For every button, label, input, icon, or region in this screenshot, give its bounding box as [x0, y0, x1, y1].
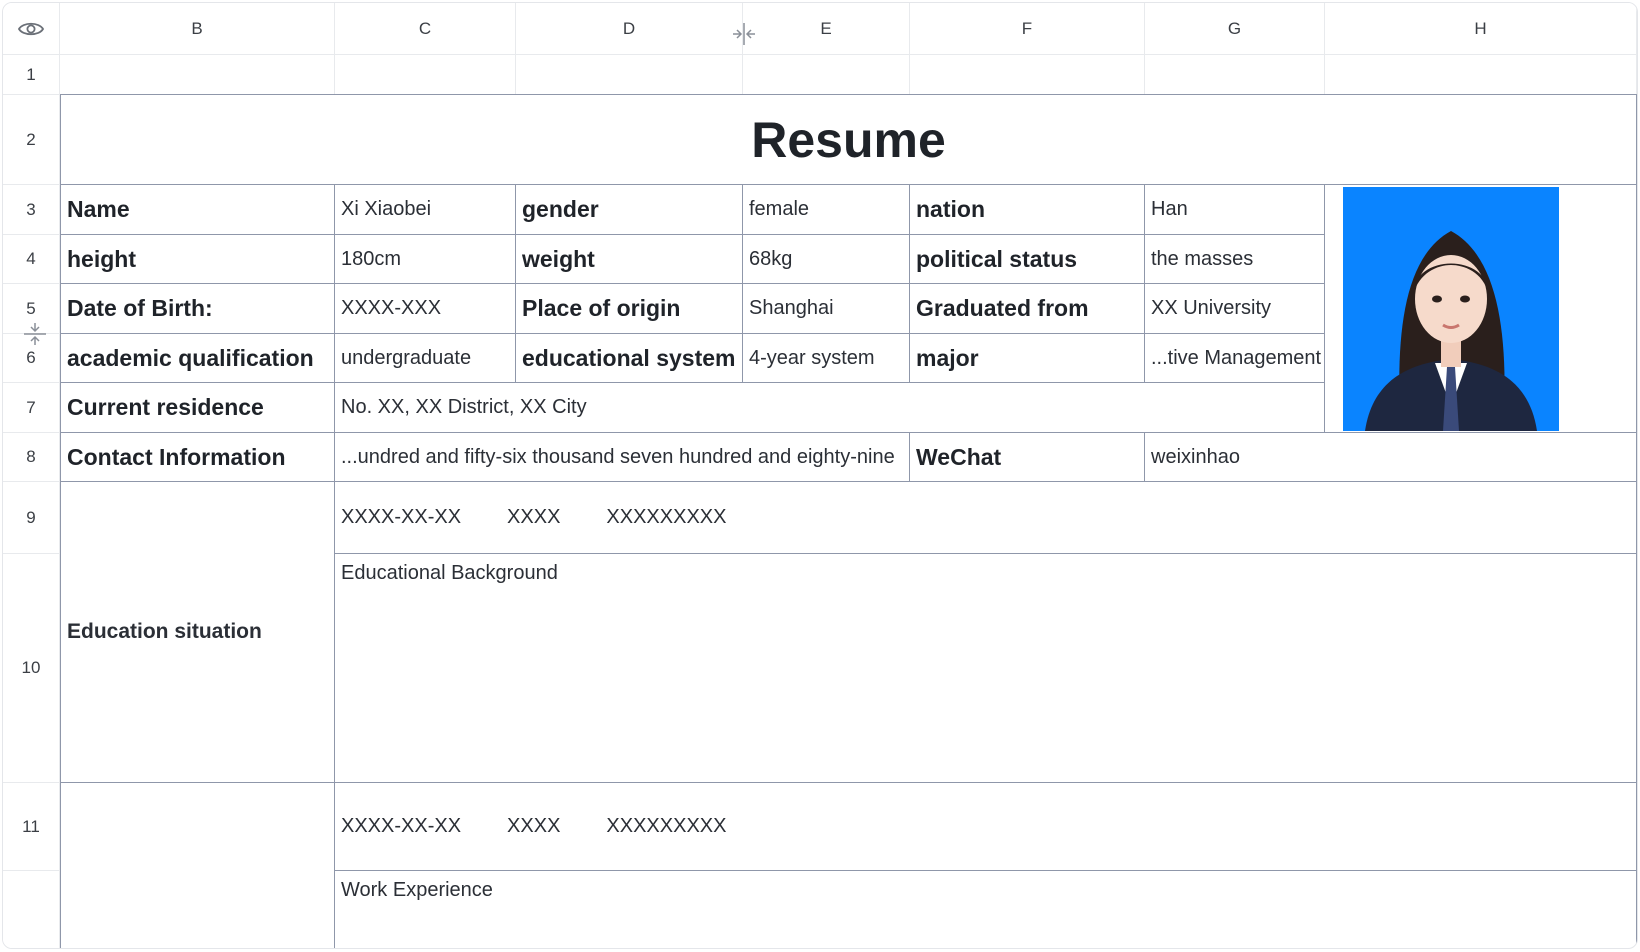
row-header-12[interactable]: [3, 871, 60, 949]
cell-b1[interactable]: [60, 55, 335, 95]
label-gender[interactable]: gender: [516, 185, 743, 235]
value-place-of-origin[interactable]: Shanghai: [743, 284, 910, 334]
label-academic-qualification[interactable]: academic qualification: [61, 334, 335, 383]
label-weight[interactable]: weight: [516, 235, 743, 284]
label-graduated-from[interactable]: Graduated from: [910, 284, 1145, 334]
work-detail: XXXXXXXXX: [606, 815, 727, 837]
label-education-situation[interactable]: [61, 482, 335, 783]
cell-g1[interactable]: [1145, 55, 1325, 95]
value-current-residence[interactable]: No. XX, XX District, XX City: [335, 383, 1325, 433]
cell-c1[interactable]: [335, 55, 516, 95]
column-resize-icon[interactable]: [731, 22, 757, 46]
row-resize-icon[interactable]: [23, 321, 47, 347]
work-entry[interactable]: [335, 783, 1637, 871]
label-date-of-birth[interactable]: Date of Birth:: [61, 284, 335, 334]
corner-visibility-toggle[interactable]: [3, 3, 60, 55]
educational-background[interactable]: Educational Background: [335, 554, 1637, 783]
cell-f1[interactable]: [910, 55, 1145, 95]
label-nation[interactable]: nation: [910, 185, 1145, 235]
work-company: XXXX: [507, 815, 561, 837]
portrait-photo: [1343, 187, 1559, 431]
value-graduated-from[interactable]: XX University: [1145, 284, 1325, 334]
label-major[interactable]: major: [910, 334, 1145, 383]
education-situation-text: Education situation: [67, 620, 262, 643]
portrait-illustration: [1343, 187, 1559, 431]
value-contact-information[interactable]: ...undred and fifty-six thousand seven hundred and eighty-nine: [335, 433, 910, 482]
row-header-3[interactable]: 3: [3, 185, 60, 235]
value-name[interactable]: Xi Xiaobei: [335, 185, 516, 235]
cell-h1[interactable]: [1325, 55, 1637, 95]
cell-e1[interactable]: [743, 55, 910, 95]
row-header-10[interactable]: 10: [3, 554, 60, 783]
row-header-9[interactable]: 9: [3, 482, 60, 554]
work-date: XXXX-XX-XX: [341, 815, 462, 837]
eye-icon: [18, 20, 44, 38]
row-header-5[interactable]: 5: [3, 284, 60, 334]
value-height[interactable]: 180cm: [335, 235, 516, 284]
column-header-f[interactable]: F: [910, 3, 1145, 55]
row-header-2[interactable]: 2: [3, 95, 60, 185]
label-current-residence[interactable]: Current residence: [61, 383, 335, 433]
value-educational-system[interactable]: 4-year system: [743, 334, 910, 383]
column-header-c[interactable]: C: [335, 3, 516, 55]
cell-d1[interactable]: [516, 55, 743, 95]
label-place-of-origin[interactable]: Place of origin: [516, 284, 743, 334]
education-date: XXXX-XX-XX: [341, 506, 462, 528]
label-height[interactable]: height: [61, 235, 335, 284]
row-header-11[interactable]: 11: [3, 783, 60, 871]
work-experience[interactable]: Work Experience: [335, 871, 1637, 949]
row-header-8[interactable]: 8: [3, 433, 60, 482]
value-nation[interactable]: Han: [1145, 185, 1325, 235]
column-header-g[interactable]: G: [1145, 3, 1325, 55]
column-header-d[interactable]: D: [516, 3, 743, 55]
resume-title[interactable]: Resume: [61, 95, 1637, 185]
label-work-section[interactable]: [61, 783, 335, 949]
row-header-1[interactable]: 1: [3, 55, 60, 95]
label-political-status[interactable]: political status: [910, 235, 1145, 284]
column-header-h[interactable]: H: [1325, 3, 1637, 55]
label-wechat[interactable]: WeChat: [910, 433, 1145, 482]
row-header-4[interactable]: 4: [3, 235, 60, 284]
education-detail: XXXXXXXXX: [606, 506, 727, 528]
column-header-b[interactable]: B: [60, 3, 335, 55]
value-academic-qualification[interactable]: undergraduate: [335, 334, 516, 383]
label-name[interactable]: Name: [61, 185, 335, 235]
row-header-6[interactable]: 6: [3, 334, 60, 383]
value-political-status[interactable]: the masses: [1145, 235, 1325, 284]
education-entry[interactable]: [335, 482, 1637, 554]
sheet-grid: [3, 3, 1637, 948]
spreadsheet: [2, 2, 1638, 949]
label-contact-information[interactable]: Contact Information: [61, 433, 335, 482]
value-major[interactable]: ...tive Management: [1145, 334, 1325, 383]
label-educational-system[interactable]: educational system: [516, 334, 743, 383]
value-date-of-birth[interactable]: XXXX-XXX: [335, 284, 516, 334]
column-header-e[interactable]: E: [743, 3, 910, 55]
value-gender[interactable]: female: [743, 185, 910, 235]
education-school: XXXX: [507, 506, 561, 528]
photo-cell[interactable]: [1325, 185, 1637, 433]
value-wechat[interactable]: weixinhao: [1145, 433, 1637, 482]
value-weight[interactable]: 68kg: [743, 235, 910, 284]
row-header-7[interactable]: 7: [3, 383, 60, 433]
